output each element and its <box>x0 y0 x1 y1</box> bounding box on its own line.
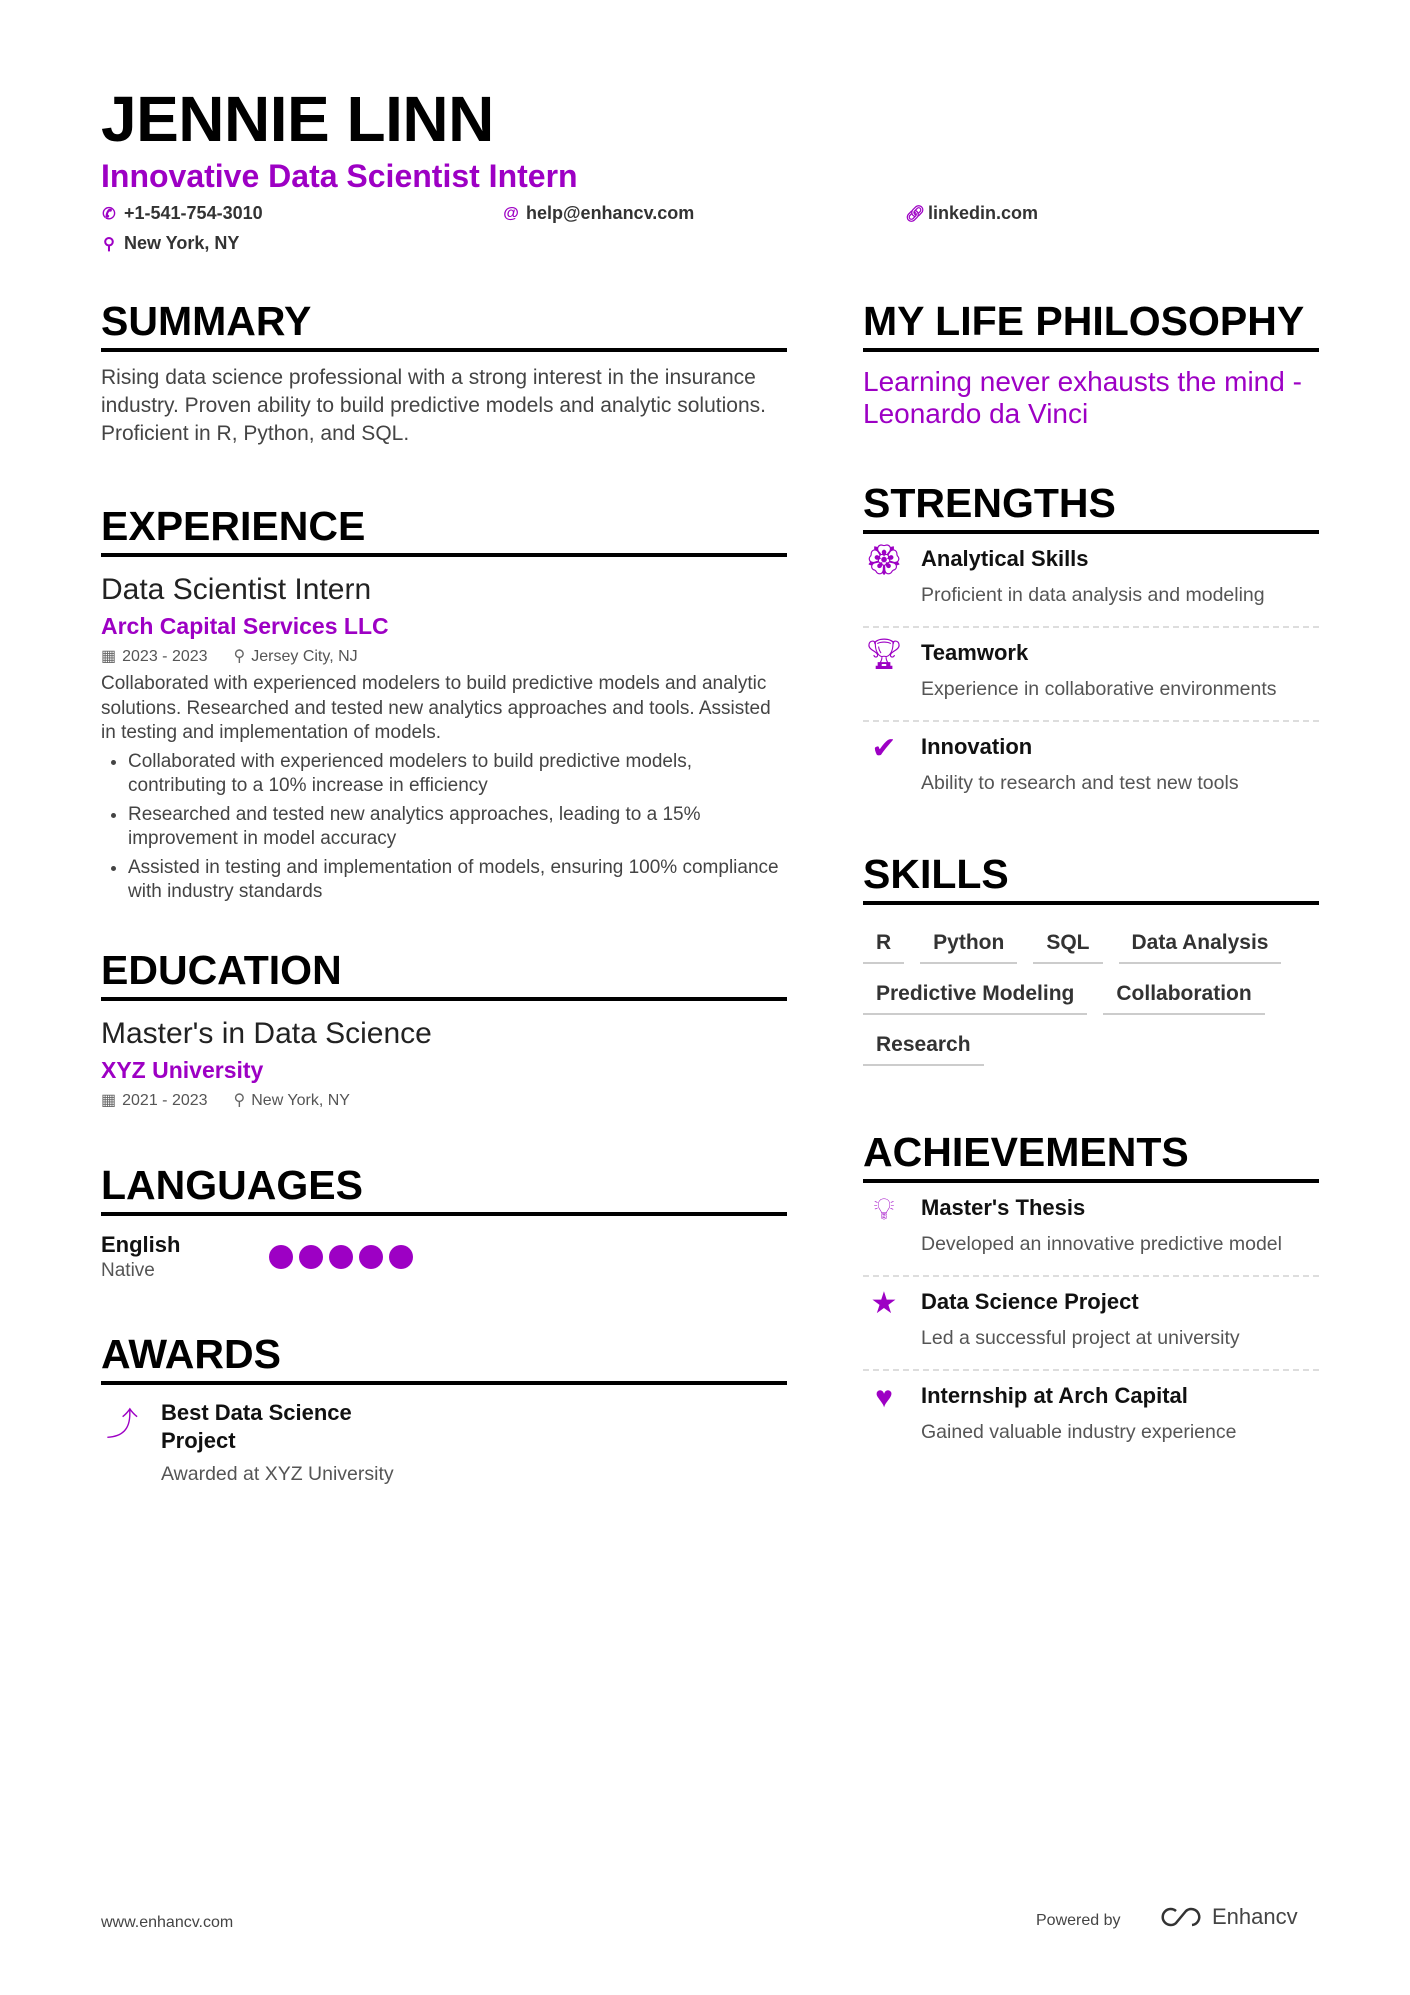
philosophy-section <box>863 298 1319 430</box>
achievement-desc: Led a successful project at university <box>921 1327 1240 1349</box>
strength-desc: Experience in collaborative environments <box>921 678 1277 700</box>
skill-tag: Data Analysis <box>1119 927 1282 964</box>
skills-section <box>863 851 1319 1066</box>
bullet: • Researched and tested new analytics approaches, leading to a 15% improvement in model accuracy <box>128 803 787 852</box>
languages-section <box>101 1162 787 1282</box>
award-title: Best Data Science Project <box>161 1400 352 1453</box>
section-heading: MY LIFE PHILOSOPHY <box>863 298 1319 352</box>
location <box>101 233 239 254</box>
achievements-section <box>863 1129 1319 1465</box>
email-text[interactable]: help@enhancv.com <box>526 203 695 223</box>
section-heading: SUMMARY <box>101 298 787 352</box>
check-icon: ✔ <box>871 732 897 765</box>
job-description: Collaborated with experienced modelers to build predictive models and analytic solutions. Researched and tested new analytics approaches and tools. Assisted in testing and implementation of models. <box>101 673 771 743</box>
section-heading: EXPERIENCE <box>101 503 787 557</box>
phone-icon: ✆ <box>102 205 116 223</box>
email[interactable] <box>503 203 694 224</box>
footer-website[interactable]: www.enhancv.com <box>101 1914 234 1931</box>
calendar-icon: ▦ <box>101 1092 117 1109</box>
company-name: Arch Capital Services LLC <box>101 613 389 639</box>
rating-dot <box>299 1245 323 1269</box>
location-pin-icon: ⚲ <box>103 235 115 253</box>
achievement-item <box>863 1371 1319 1465</box>
edu-dates-text: 2021 - 2023 <box>122 1092 208 1109</box>
section-heading: EDUCATION <box>101 947 787 1001</box>
candidate-title: Innovative Data Scientist Intern <box>101 158 578 194</box>
location-pin-icon: ⚲ <box>233 1092 246 1109</box>
job-title: Data Scientist Intern <box>101 573 372 606</box>
at-icon: @ <box>503 204 519 222</box>
award-item <box>101 1399 787 1486</box>
job-location-text: Jersey City, NJ <box>251 648 358 665</box>
achievement-desc: Developed an innovative predictive model <box>921 1233 1282 1255</box>
language-rating <box>269 1245 413 1269</box>
magic-wand-icon: ⤴ <box>105 1406 138 1442</box>
achievement-desc: Gained valuable industry experience <box>921 1421 1237 1443</box>
strengths-section <box>863 480 1319 816</box>
section-heading: ACHIEVEMENTS <box>863 1129 1319 1183</box>
awards-section <box>101 1331 787 1486</box>
skills-list <box>863 927 1319 1066</box>
language-level: Native <box>101 1260 155 1281</box>
phone <box>101 203 263 224</box>
award-subtitle: Awarded at XYZ University <box>161 1463 394 1485</box>
rating-dot <box>269 1245 293 1269</box>
edu-dates <box>101 1090 208 1110</box>
skill-tag: SQL <box>1033 927 1102 964</box>
job-location <box>234 646 358 666</box>
linkedin-text[interactable]: linkedin.com <box>928 203 1039 223</box>
rating-dot <box>329 1245 353 1269</box>
achievement-item <box>863 1277 1319 1371</box>
location-text: New York, NY <box>124 233 240 253</box>
achievement-title: Master's Thesis <box>921 1195 1086 1220</box>
skill-tag: Predictive Modeling <box>863 978 1087 1015</box>
candidate-name: JENNIE LINN <box>101 83 494 155</box>
school-name: XYZ University <box>101 1057 264 1083</box>
degree: Master's in Data Science <box>101 1017 432 1050</box>
job-dates <box>101 646 208 666</box>
achievement-item <box>863 1183 1319 1277</box>
section-heading: AWARDS <box>101 1331 787 1385</box>
job-dates-text: 2023 - 2023 <box>122 648 208 665</box>
summary-section <box>101 298 787 448</box>
location-pin-icon: ⚲ <box>233 648 246 665</box>
section-heading: SKILLS <box>863 851 1319 905</box>
strength-title: Analytical Skills <box>921 546 1089 571</box>
enhancv-logo[interactable] <box>1156 1904 1298 1930</box>
enhancv-logo-text: Enhancv <box>1212 1904 1298 1929</box>
strength-title: Innovation <box>921 734 1033 759</box>
star-icon: ★ <box>870 1287 898 1320</box>
job-bullets <box>101 750 787 905</box>
rating-dot <box>359 1245 383 1269</box>
footer-powered-by: Powered by <box>1036 1912 1121 1929</box>
linkedin[interactable] <box>905 203 1038 224</box>
philosophy-quote: Learning never exhausts the mind - Leonardo da Vinci <box>863 366 1302 429</box>
bullet: • Assisted in testing and implementation of models, ensuring 100% compliance with industry standards <box>128 856 787 905</box>
strength-item <box>863 534 1319 628</box>
rating-dot <box>389 1245 413 1269</box>
bullet: • Collaborated with experienced modelers to build predictive models, contributing to a 10% increase in efficiency <box>128 750 787 799</box>
skill-tag: Collaboration <box>1103 978 1264 1015</box>
section-heading: STRENGTHS <box>863 480 1319 534</box>
achievement-title: Internship at Arch Capital <box>921 1383 1188 1408</box>
calendar-icon: ▦ <box>101 648 117 665</box>
language-name: English <box>101 1232 181 1257</box>
link-icon: 🔗︎ <box>905 205 926 223</box>
education-section <box>101 947 787 1110</box>
trophy-icon: 🏆︎ <box>864 638 904 671</box>
strength-item <box>863 628 1319 722</box>
section-heading: LANGUAGES <box>101 1162 787 1216</box>
award-ribbon-icon: 🏵︎ <box>864 544 904 577</box>
summary-text: Rising data science professional with a strong interest in the insurance industry. Proven ability to build predictive models and analytic solutions. Proficient in R, Python, and SQL. <box>101 366 766 445</box>
phone-text: +1-541-754-3010 <box>124 203 263 223</box>
achievement-title: Data Science Project <box>921 1289 1139 1314</box>
skill-tag: R <box>863 927 904 964</box>
experience-section <box>101 503 787 909</box>
language-item <box>101 1232 787 1282</box>
skill-tag: Research <box>863 1029 984 1066</box>
heart-icon: ♥ <box>875 1381 893 1414</box>
strength-title: Teamwork <box>921 640 1029 665</box>
edu-location-text: New York, NY <box>251 1092 350 1109</box>
lightbulb-icon: 💡︎ <box>873 1193 895 1226</box>
skill-tag: Python <box>920 927 1017 964</box>
strength-item <box>863 722 1319 816</box>
strength-desc: Ability to research and test new tools <box>921 772 1239 794</box>
edu-location <box>234 1090 350 1110</box>
strength-desc: Proficient in data analysis and modeling <box>921 584 1265 606</box>
enhancv-logo-icon <box>1156 1905 1202 1929</box>
